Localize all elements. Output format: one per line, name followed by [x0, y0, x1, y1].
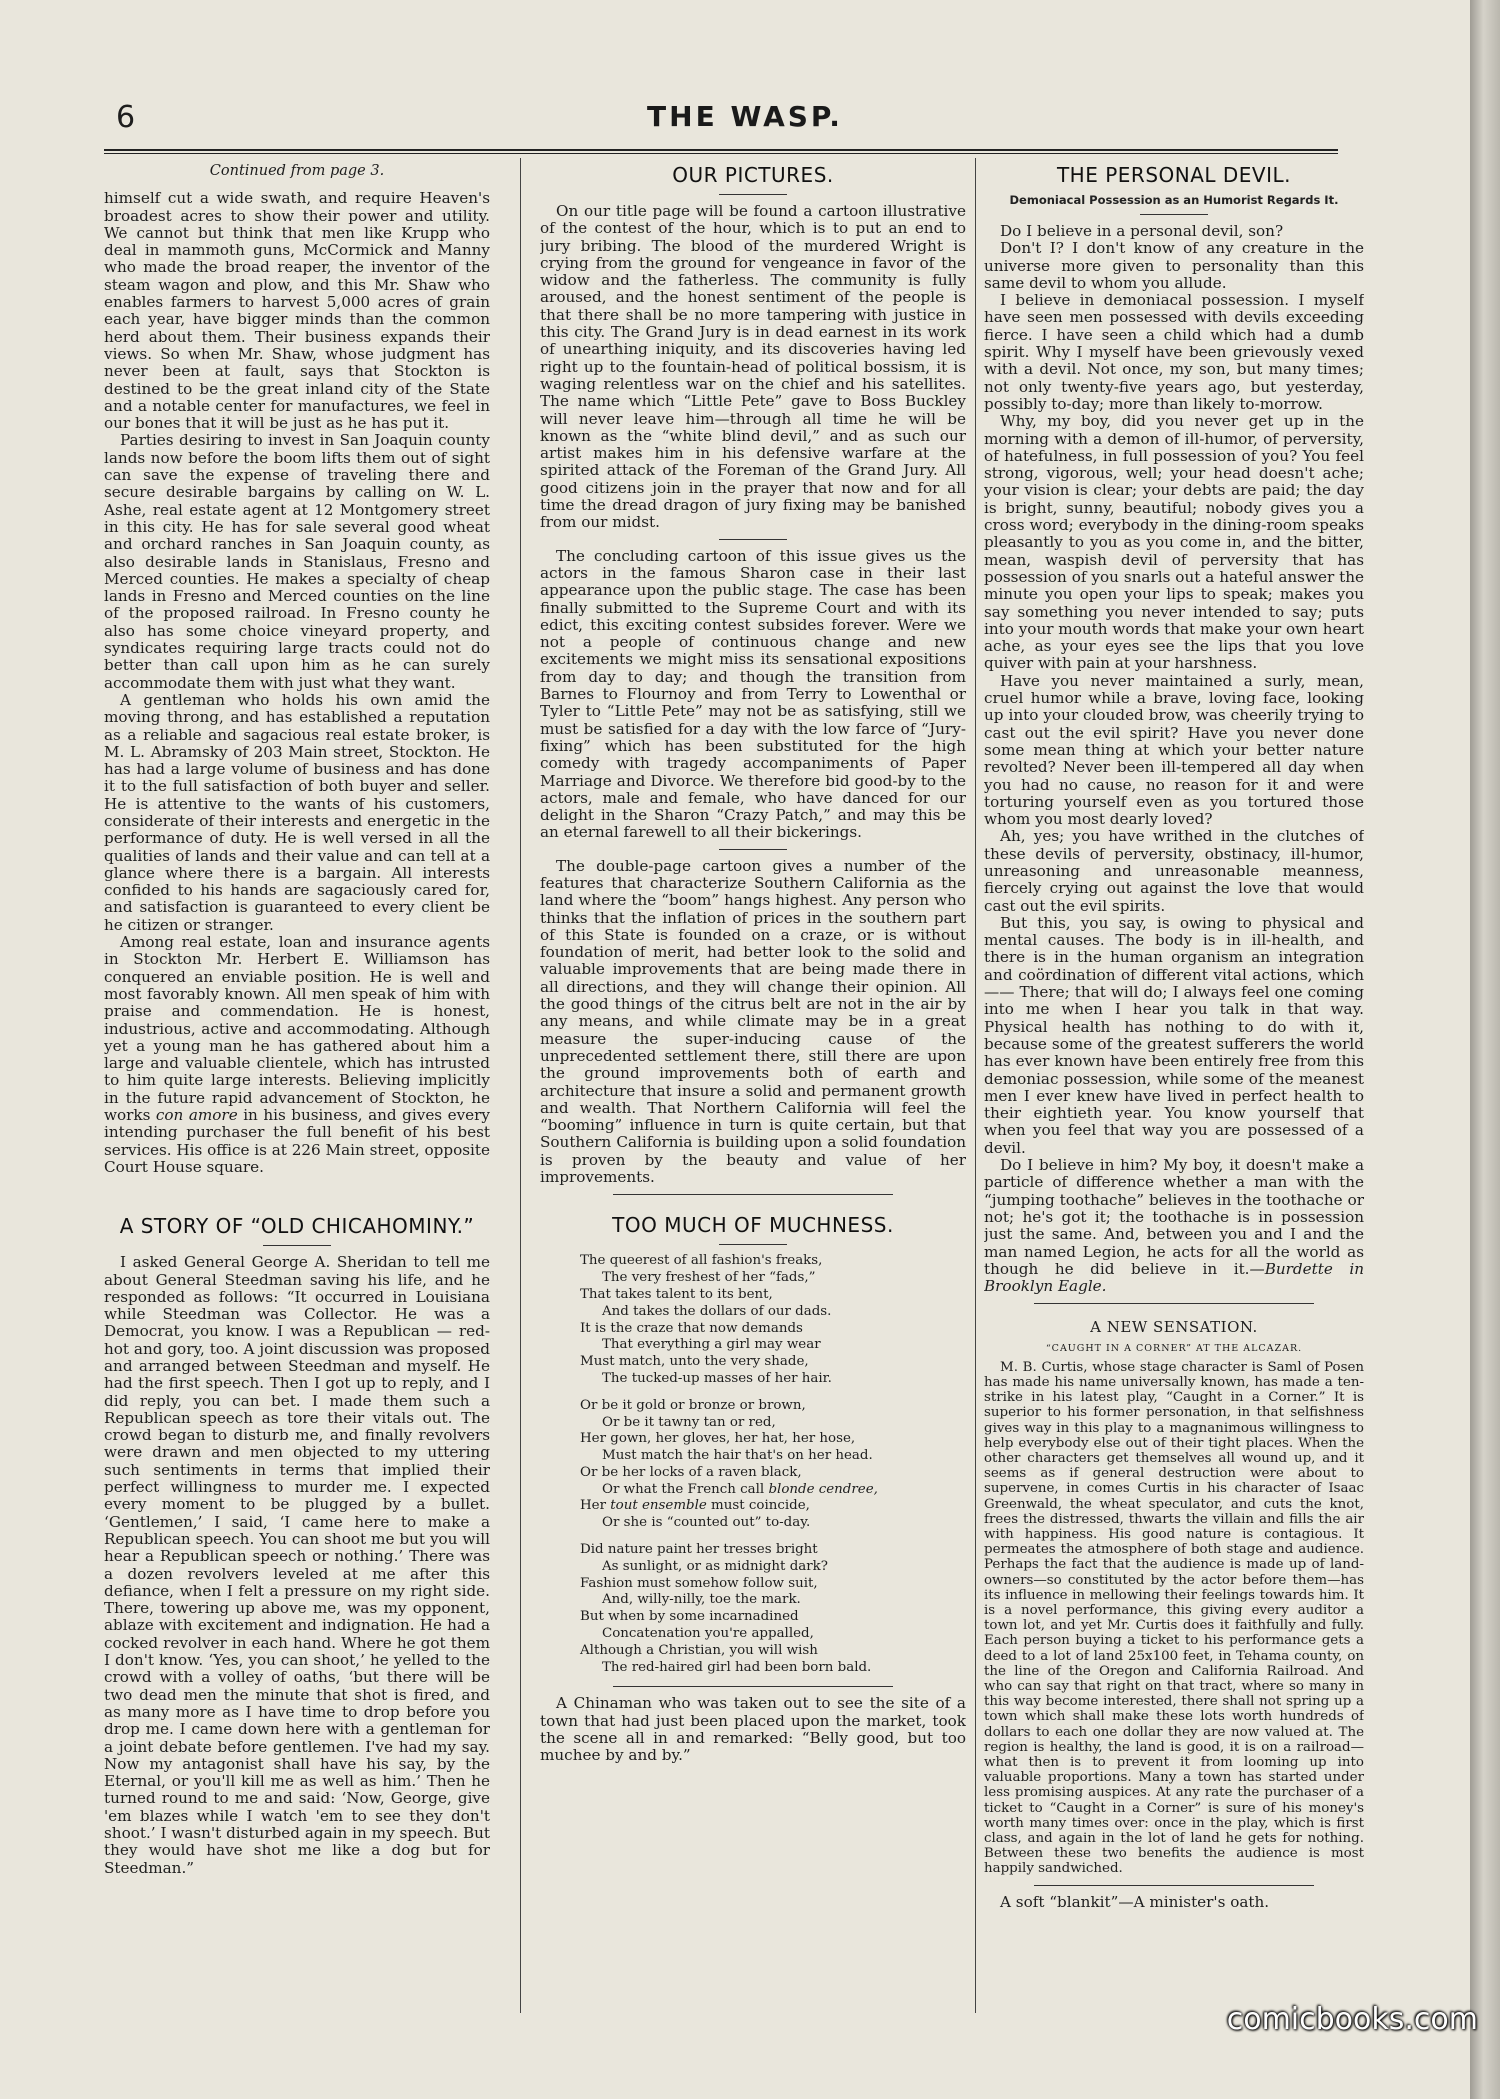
separator	[719, 1244, 787, 1245]
separator	[1034, 1303, 1314, 1304]
poem-line: The very freshest of her “fads,”	[602, 1270, 816, 1286]
separator	[719, 194, 787, 195]
paragraph: The concluding cartoon of this issue gives us the actors in the famous Sharon case in their last appearance upon the public stage. The case has been finally submitted to the Supreme Court and with its edict, this exciting contest subsides forever. Were we not a people of continuous change and new excitements we might miss its sensational expositions from day to day; and though the transition from Barnes to Flournoy and from Terry to Lowenthal or Tyler to “Little Pete” may not be as satisfying, still we must be satisfied for a day with the low farce of “Jury-fixing” which has been substituted for the high comedy with tragedy accompaniments of Paper Marriage and Divorce. We therefore bid good-by to the actors, male and female, who have danced for our delight in the Sharon “Crazy Patch,” and may this be an eternal farewell to all their bickerings.	[540, 546, 966, 842]
poem-line: Or be it tawny tan or red,	[602, 1414, 776, 1430]
byline: —Burdette in Brooklyn Eagle.	[984, 1259, 1364, 1296]
paragraph: Don't I? I don't know of any creature in the universe more given to personality than this same devil to whom you allude.	[984, 239, 1364, 292]
column-right	[984, 163, 1364, 2053]
paragraph: A soft “blankit”—A minister's oath.	[1000, 1892, 1270, 1911]
paragraph: On our title page will be found a cartoon illustrative of the contest of the hour, which is to put an end to jury bribing. The blood of the murdered Wright is crying from the ground for vengeance in favor of the widow and the fatherless. The community is fully aroused, and the honest sentiment of the people is that there shall be no more tampering with justice in this city. The Grand Jury is in dead earnest in its work of unearthing iniquity, and its discoveries having led right up to the fountain-head of political bossism, it is waging relentless war on the chief and his satellites. The name which “Little Pete” gave to Boss Buckley will never leave him—through all time he will be known as the “white blind devil,” and as such our artist makes him in his defensive warfare at the spirited attack of the Foreman of the Grand Jury. All good citizens join in the prayer that now and for all time the dread dragon of jury fixing may be banished from our midst.	[540, 202, 966, 532]
separator	[263, 1245, 331, 1246]
poem-line: Although a Christian, you will wish	[580, 1642, 818, 1658]
poem-line: The red-haired girl had been born bald.	[602, 1659, 872, 1675]
stanza	[580, 1253, 966, 1387]
column-rule	[520, 158, 521, 2013]
paragraph: Do I believe in a personal devil, son?	[1000, 222, 1284, 240]
poem-line: As sunlight, or as midnight dark?	[602, 1558, 828, 1574]
article-subtitle: Demoniacal Possession as an Humorist Regards It.	[1009, 193, 1339, 207]
poem-line: Or be it gold or bronze or brown,	[580, 1397, 806, 1413]
poem-line: And takes the dollars of our dads.	[602, 1303, 832, 1319]
poem-line: Her tout ensemble must coincide,	[580, 1498, 810, 1514]
article-subtitle: “CAUGHT IN A CORNER” AT THE ALCAZAR.	[1045, 1343, 1303, 1355]
article-title: A STORY OF “OLD CHICAHOMINY.”	[119, 1214, 475, 1239]
page-edge	[1470, 0, 1500, 2099]
separator	[613, 1194, 893, 1195]
poem-line: Did nature paint her tresses bright	[580, 1542, 818, 1558]
column-rule	[975, 158, 976, 2013]
separator	[719, 539, 787, 540]
poem-line: It is the craze that now demands	[580, 1320, 803, 1336]
poem-line: Concatenation you're appalled,	[602, 1626, 814, 1642]
paragraph: I asked General George A. Sheridan to tell me about General Steedman saving his life, and he responded as follows: “It occurred in Louisiana while Steedman was Collector. He was a Democrat, you know. I was a Republican — red-hot and gory, too. A joint discussion was proposed and arranged between Steedman and myself. He had the first speech. Then I got up to reply, and I did reply, you can bet. I made them such a Republican speech as tore their vitals out. The crowd began to disturb me, and finally revolvers were drawn and men objected to my uttering such sentiments in terms that implied their perfect willingness to murder me. I expected every moment to be plugged by a bullet. ‘Gentlemen,’ I said, ‘I came here to make a Republican speech. You can shoot me but you will hear a Republican speech or nothing.’ There was a dozen revolvers leveled at me after this defiance, when I felt a pressure on my right side. There, towering up above me, was my opponent, ablaze with excitement and indignation. He had a cocked revolver in each hand. Where he got them I don't know. ‘Yes, you can shoot,’ he yelled to the crowd with a volley of oaths, ‘but there will be two dead men the minute that shot is fired, and as many more as I have time to drop before you drop me. I came down here with a gentleman for a joint debate before gentlemen. I've had my say. Now my antagonist shall have his say, by the Eternal, or you'll kill me as well as him.’ Then he turned round to me and said: ‘Now, George, give 'em blazes while I watch 'em to see they don't shoot.’ I wasn't disturbed again in my speech. But they would have shot me like a dog but for Steedman.”	[104, 1253, 490, 1877]
poem-line: But when by some incarnadined	[580, 1609, 799, 1625]
poem-line: Or be her locks of a raven black,	[580, 1464, 802, 1480]
paragraph: But this, you say, is owing to physical and mental causes. The body is in ill-health, and there is in the human organism an integration and coördination of different vital actions, which —— There; that will do; I always feel one coming into me when I hear you talk in that way. Physical health has nothing to do with it, because some of the greatest sufferers the world has ever known have been entirely free from this demoniac possession, while some of the meanest men I ever knew have lived in perfect health to their eightieth year. You know yourself that when you feel that way you are possessed of a devil.	[984, 913, 1364, 1157]
paragraph: Do I believe in him? My boy, it doesn't make a particle of difference whether a man with the “jumping toothache” believes in the toothache or not; he's got it; the toothache is in possession just the same. And, between you and I and the man named Legion, he acts for all the world as though he did believe in it.—Burdette in Brooklyn Eagle.	[984, 1156, 1364, 1296]
separator	[613, 1686, 893, 1687]
poem-line: And, willy-nilly, toe the mark.	[602, 1592, 801, 1608]
article-title: THE PERSONAL DEVIL.	[1056, 163, 1292, 187]
masthead-rule	[104, 149, 1338, 154]
paragraph: Have you never maintained a surly, mean, cruel humor while a brave, loving face, looking up into your clouded brow, was cheerily trying to cast out the evil spirit? Have you never done some mean thing at which your better nature revolted? Never been ill-tempered all day when you had no cause, no reason for it and were torturing yourself even as you tortured those whom you most dearly loved?	[984, 671, 1364, 829]
watermark: comicbooks.com	[1226, 2002, 1478, 2037]
article-title: OUR PICTURES.	[672, 163, 834, 187]
poem	[580, 1253, 966, 1676]
poem-line: Or what the French call blonde cendree,	[602, 1481, 878, 1497]
paragraph: M. B. Curtis, whose stage character is Saml of Posen has made his name universally known, has made a ten-strike in his latest play, “Caught in a Corner.” It is superior to his former personation, in that selfishness gives way in this play to a magnanimous willingness to help everybody else out of their tight places. When the other characters get themselves all wound up, and it seems as if general destruction were about to supervene, in comes Curtis in his character of Isaac Greenwald, the wheat speculator, and cuts the knot, frees the distressed, thwarts the villain and fills the air with happiness. His good nature is contagious. It permeates the atmosphere of both stage and audience. Perhaps the fact that the audience is made up of land-owners—so constituted by the actor before them—has its influence in mellowing their feelings towards him. It is a novel performance, this giving every auditor a town lot, and yet Mr. Curtis does it faithfully and fully. Each person buying a ticket to his performance gets a deed to a lot of land 25x100 feet, in Tehama county, on the line of the Oregon and California Railroad. And who can say that right on that tract, where so many in this way become interested, there shall not spring up a town which shall make these lots worth hundreds of dollars to each one dollar they are now valued at. The region is healthy, the land is good, it is on a railroad—what then is to prevent it from looming up into valuable proportions. Many a town has started under less promising auspices. At any rate the purchaser of a ticket to “Caught in a Corner” is sure of his money's worth many times over: once in the play, which is first class, and again in the lot of land he gets for nothing. Between these two benefits the audience is most happily sandwiched.	[984, 1359, 1364, 1877]
separator	[719, 849, 787, 850]
separator	[1034, 1885, 1314, 1886]
paragraph: A gentleman who holds his own amid the moving throng, and has established a reputation as a reliable and sagacious real estate broker, is M. L. Abramsky of 203 Main street, Stockton. He has had a large volume of business and has done it to the full satisfaction of both buyer and seller. He is attentive to the wants of his customers, considerate of their interests and energetic in the performance of duty. He is well versed in all the qualities of lands and their value and can tell at a glance where there is a bargain. All interests confided to his hands are sagaciously cared for, and satisfaction is guaranteed to every client be he citizen or stranger.	[104, 690, 490, 934]
poem-line: Must match the hair that's on her head.	[602, 1448, 873, 1464]
paragraph: Parties desiring to invest in San Joaquin county lands now before the boom lifts them out of sight can save the expense of traveling there and secure desirable bargains by calling on W. L. Ashe, real estate agent at 12 Montgomery street in this city. He has for sale several good wheat and orchard ranches in San Joaquin county, as also desirable lands in Stanislaus, Fresno and Merced counties. He makes a specialty of cheap lands in Fresno and Merced counties on the line of the proposed railroad. In Fresno county he also has some choice vineyard property, and syndicates requiring large tracts could not do better than call upon him as he can surely accommodate them with just what they want.	[104, 431, 490, 692]
poem-line: That takes talent to its bent,	[580, 1286, 773, 1302]
paragraph: The double-page cartoon gives a number of the features that characterize Southern California as the land where the “boom” hangs highest. Any person who thinks that the inflation of prices in the southern part of this State is founded on a craze, or is without foundation of merit, had better look to the solid and valuable improvements that are being made there in all directions, and they will change their opinion. All the good things of the citrus belt are not in the air by any means, and while climate may be in a great measure the super-inducing cause of the unprecedented settlement there, still there are upon the ground improvements both of earth and architecture that insure a solid and permanent growth and wealth. That Northern California will feel the “booming” influence in turn is quite certain, but that Southern California is building upon a solid foundation is proven by the beauty and value of her improvements.	[540, 856, 966, 1187]
paragraph: himself cut a wide swath, and require Heaven's broadest acres to show their power and utility. We cannot but think that men like Krupp who deal in mammoth guns, McCormick and Manny who made the broad reaper, the inventor of the steam wagon and plow, and this Mr. Shaw who enables farmers to harvest 5,000 acres of grain each year, have bigger minds than the common herd about them. Their business expands their views. So when Mr. Shaw, whose judgment has never been at fault, says that Stockton is destined to be the great inland city of the State and a notable center for manufactures, we feel in our bones that it will be just as he has put it.	[104, 189, 490, 433]
poem-title: TOO MUCH OF MUCHNESS.	[612, 1213, 894, 1238]
paragraph: Ah, yes; you have writhed in the clutches of these devils of perversity, obstinacy, ill-humor, unreasoning and unreasonable meanness, fiercely crying out against the love that would cast out the evil spirits.	[984, 827, 1364, 915]
stanza	[580, 1398, 966, 1532]
column-middle	[540, 163, 966, 2053]
paragraph: I believe in demoniacal possession. I myself have seen men possessed with devils exceeding fierce. I have seen a child which had a dumb spirit. Why I myself have been grievously vexed with a devil. Not once, my son, but many times; not only twenty-five years ago, but yesterday, possibly to-day; more than likely to-morrow.	[984, 291, 1364, 413]
continued-note: Continued from page 3.	[209, 163, 385, 179]
column-left	[104, 163, 490, 2053]
poem-line: The queerest of all fashion's freaks,	[580, 1253, 823, 1269]
article-title: A NEW SENSATION.	[1090, 1318, 1258, 1337]
poem-line: Or she is “counted out” to-day.	[602, 1515, 811, 1531]
poem-line: Must match, unto the very shade,	[580, 1354, 809, 1370]
poem-line: Fashion must somehow follow suit,	[580, 1575, 818, 1591]
paragraph: Why, my boy, did you never get up in the morning with a demon of ill-humor, of perversity, of hatefulness, in full possession of you? You feel strong, vigorous, well; your head doesn't ache; your vision is clear; your debts are paid; the day is bright, sunny, beautiful; nobody gives you a cross word; everybody in the dining-room speaks pleasantly to you as you come in, and the bitter, mean, waspish devil of perversity that has possession of you snarls out a hateful answer the minute you open your lips to speak; makes you say something you never intended to say; puts into your mouth words that make your own heart ache, as your eyes see the lips that you love quiver with pain at your harshness.	[984, 412, 1364, 673]
poem-line: Her gown, her gloves, her hat, her hose,	[580, 1431, 856, 1447]
paragraph: A Chinaman who was taken out to see the site of a town that had just been placed upon the market, took the scene all in and remarked: “Belly good, but too muchee by and by.”	[540, 1694, 966, 1765]
poem-line: The tucked-up masses of her hair.	[602, 1370, 832, 1386]
poem-line: That everything a girl may wear	[602, 1337, 821, 1353]
page-number: 6	[116, 100, 136, 135]
masthead: THE WASP.	[647, 100, 843, 133]
stanza	[580, 1542, 966, 1676]
separator	[1140, 214, 1208, 215]
paragraph: Among real estate, loan and insurance agents in Stockton Mr. Herbert E. Williamson has conquered an enviable position. He is well and most favorably known. All men speak of him with praise and commendation. He is honest, industrious, active and accommodating. Although yet a young man he has gathered about him a large and valuable clientele, which has intrusted to him quite large interests. Believing implicitly in the future rapid advancement of Stockton, he works con amore in his business, and gives every intending purchaser the full benefit of his best services. His office is at 226 Main street, opposite Court House square.	[104, 933, 490, 1176]
